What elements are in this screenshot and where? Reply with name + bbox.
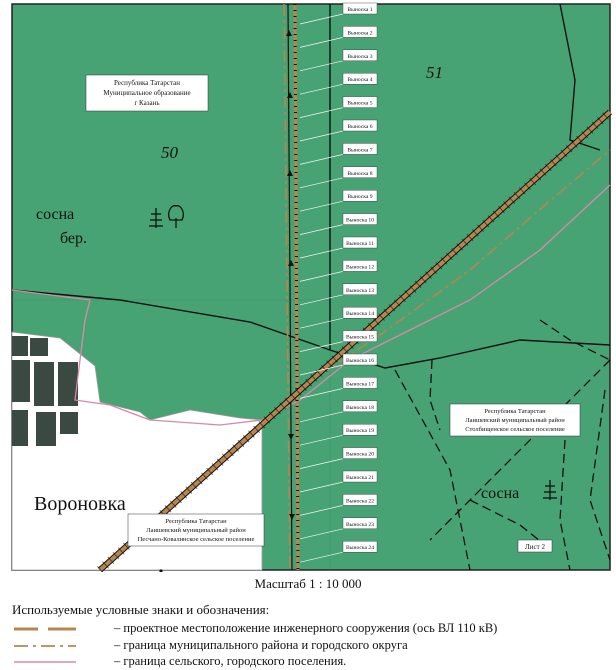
admin-box-peschano — [128, 514, 264, 546]
callout-20 — [343, 448, 377, 459]
callout-label: Выноска 14 — [345, 311, 375, 318]
svg-text:Столбищенское сельское поселен: Столбищенское сельское поселение — [465, 426, 565, 433]
callout-label: Выноска 15 — [345, 334, 375, 341]
callout-label: Выноска 9 — [347, 194, 373, 201]
callout-label: Выноска 1 — [347, 7, 373, 13]
callout-5 — [343, 97, 377, 108]
callout-21 — [343, 471, 377, 482]
callout-4 — [343, 73, 377, 84]
callout-label: Выноска 19 — [345, 428, 375, 435]
admin-box-kazan — [86, 75, 208, 111]
legend-text-settlement: – граница сельского, городского поселения. — [114, 654, 347, 668]
settlement-name: Вороновка — [34, 493, 126, 515]
callout-label: Выноска 20 — [345, 451, 375, 458]
callout-22 — [343, 494, 377, 505]
settlement-border-symbol — [14, 654, 76, 670]
callout-label: Выноска 16 — [345, 358, 375, 364]
callout-1 — [343, 3, 377, 14]
callout-3 — [343, 50, 377, 61]
svg-text:Республика Татарстан: Республика Татарстан — [165, 518, 227, 525]
callout-14 — [343, 307, 377, 318]
callout-label: Выноска 7 — [347, 147, 373, 154]
svg-text:Республика Татарстан: Республика Татарстан — [113, 79, 181, 87]
pipeline-symbol — [14, 621, 76, 637]
callout-2 — [343, 26, 377, 37]
quarter-number-50: 50 — [161, 143, 178, 162]
callout-label: Выноска 23 — [345, 521, 375, 528]
callout-13 — [343, 284, 377, 295]
forest-label-species: сосна — [36, 206, 75, 223]
forest-label-species-2: бер. — [60, 230, 88, 247]
quarter-number-51: 51 — [426, 63, 443, 82]
svg-text:Песчано-Ковалинское сельское п: Песчано-Ковалинское сельское поселение — [137, 536, 255, 543]
callout-label: Выноска 5 — [347, 100, 373, 107]
callout-23 — [343, 518, 377, 529]
callout-15 — [343, 331, 377, 342]
callout-10 — [343, 214, 377, 225]
callout-label: Выноска 12 — [345, 264, 375, 271]
callout-12 — [343, 260, 377, 271]
callout-8 — [343, 167, 377, 178]
callout-label: Выноска 4 — [347, 77, 373, 84]
callout-24 — [343, 541, 377, 552]
forest-label-east: сосна — [481, 485, 520, 502]
municipal-border-symbol — [14, 638, 76, 654]
callout-7 — [343, 143, 377, 154]
legend-item-municipal — [14, 638, 604, 654]
legend-text-municipal: – граница муниципального района и городского округа — [114, 638, 408, 652]
callout-label: Выноска 10 — [345, 217, 375, 224]
callout-label: Выноска 8 — [347, 170, 373, 177]
sheet-note — [518, 540, 552, 552]
callout-19 — [343, 424, 377, 435]
callout-label: Выноска 2 — [347, 30, 373, 37]
callout-label: Выноска 3 — [347, 53, 373, 60]
svg-text:Лаишевский муниципальный район: Лаишевский муниципальный район — [146, 527, 246, 534]
callout-label: Выноска 17 — [345, 381, 375, 388]
legend-text-pipeline: – проектное местоположение инженерного сооружения (ось ВЛ 110 кВ) — [114, 621, 498, 635]
svg-text:Лаишевский муниципальный район: Лаишевский муниципальный район — [465, 417, 565, 424]
legend-item-pipeline — [14, 621, 604, 637]
svg-text:Лист 2: Лист 2 — [525, 543, 545, 551]
callout-label: Выноска 13 — [345, 287, 375, 294]
callout-label: Выноска 24 — [345, 545, 375, 552]
legend-item-settlement — [14, 654, 604, 670]
callout-16 — [343, 354, 377, 365]
callout-label: Выноска 18 — [345, 404, 375, 411]
callout-label: Выноска 11 — [346, 241, 374, 247]
svg-text:Муниципальное образование: Муниципальное образование — [103, 89, 191, 97]
callout-label: Выноска 22 — [345, 498, 375, 505]
legend-title: Используемые условные знаки и обозначения: — [12, 602, 270, 617]
callout-9 — [343, 190, 377, 201]
callout-label: Выноска 6 — [347, 124, 373, 130]
admin-box-stolbishche — [450, 404, 580, 436]
map-scale: Масштаб 1 : 10 000 — [254, 576, 362, 591]
callout-18 — [343, 401, 377, 412]
svg-text:г Казань: г Казань — [134, 99, 160, 107]
svg-text:Республика Татарстан: Республика Татарстан — [484, 408, 546, 415]
callout-6 — [343, 120, 377, 131]
callout-11 — [343, 237, 377, 248]
callout-17 — [343, 377, 377, 388]
callout-label: Выноска 21 — [345, 475, 375, 481]
